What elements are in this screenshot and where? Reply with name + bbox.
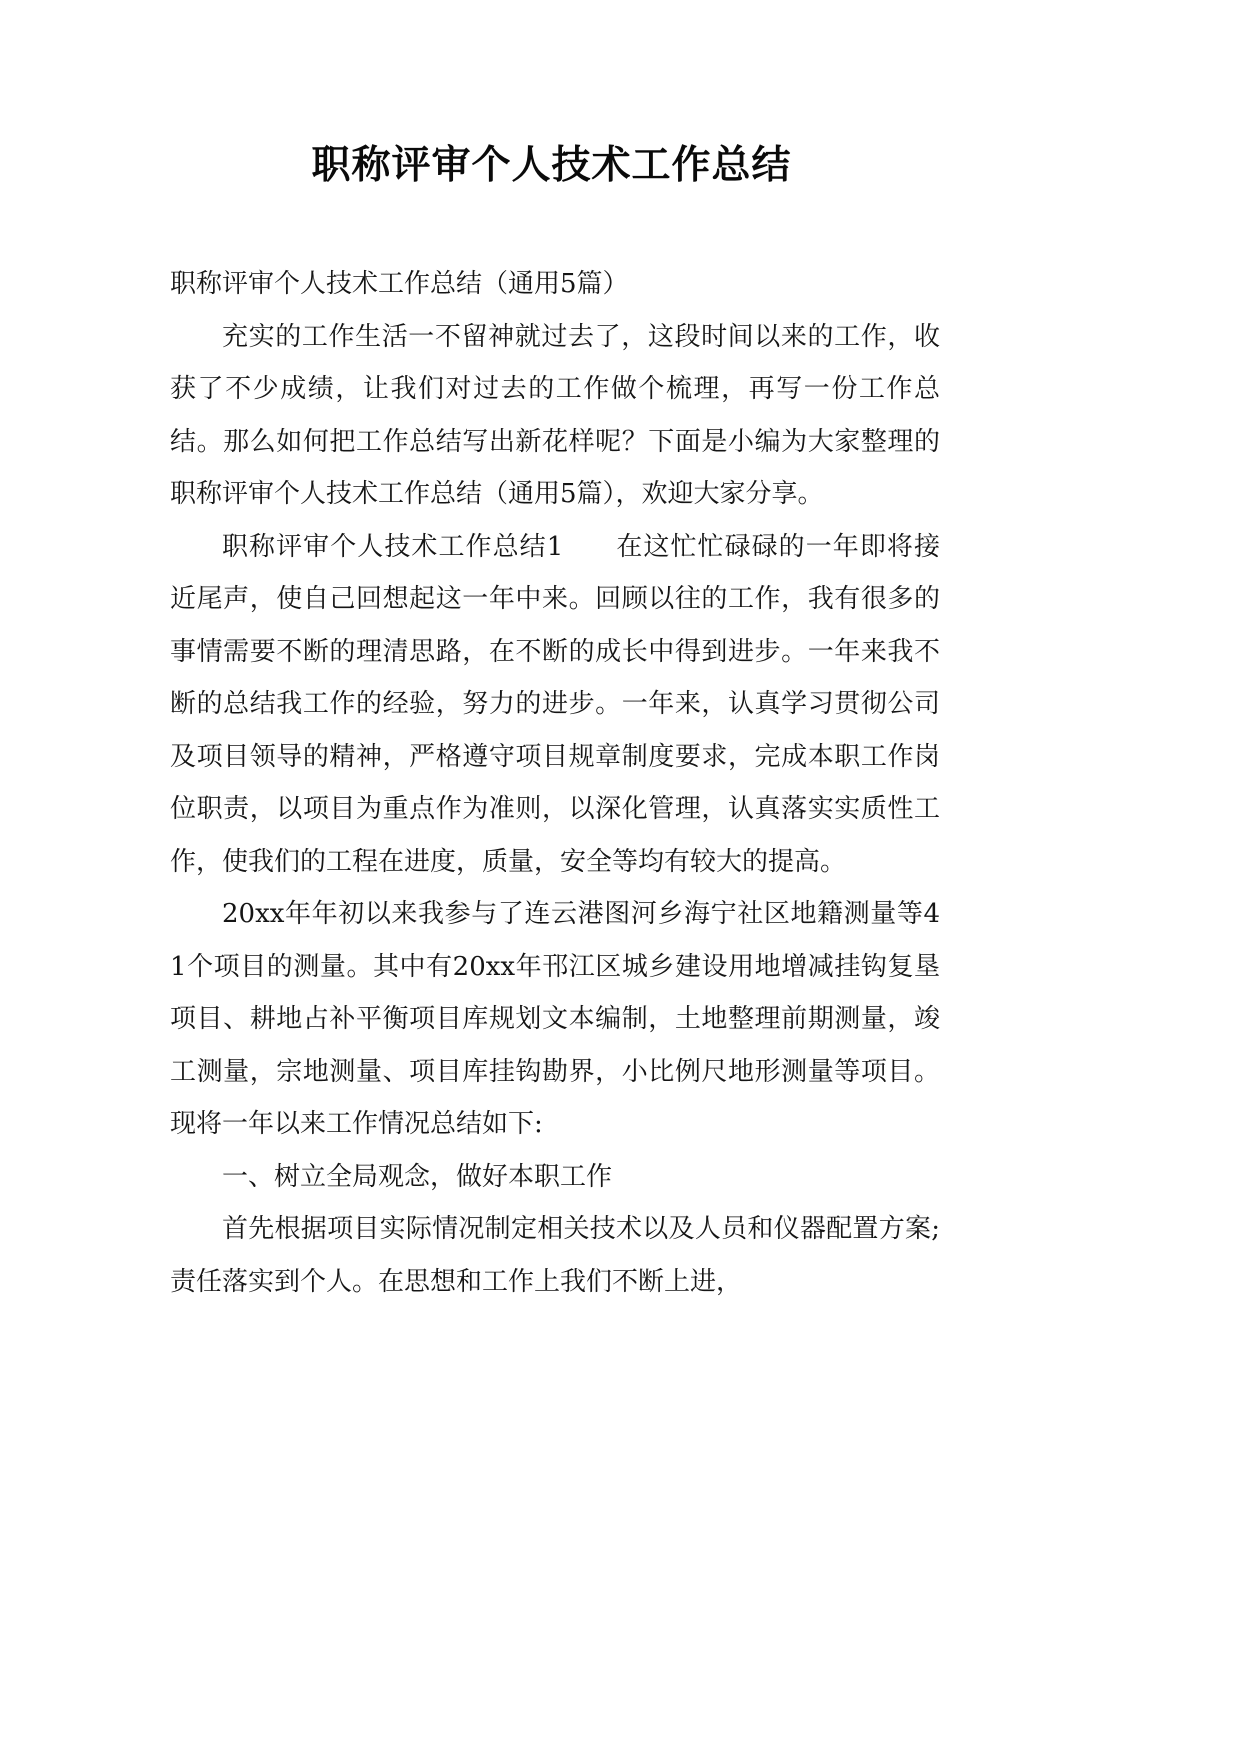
planning-paragraph: 首先根据项目实际情况制定相关技术以及人员和仪器配置方案;责任落实到个人。在思想和工作上我们不断上进， [170,1214,940,1297]
document-subtitle: 职称评审个人技术工作总结（通用5篇） [170,269,629,299]
section-1-paragraph [170,521,940,889]
document-body [170,258,940,1308]
intro-paragraph: 充实的工作生活一不留神就过去了，这段时间以来的工作，收获了不少成绩，让我们对过去的工作做个梳理，再写一份工作总结。那么如何把工作总结写出新花样呢？下面是小编为大家整理的职称评审个人技术工作总结（通用5篇），欢迎大家分享。 [170,321,940,509]
document-title: 职称评审个人技术工作总结 [311,142,792,188]
section-1-text: 在这忙忙碌碌的一年即将接近尾声，使自己回想起这一年中来。回顾以往的工作，我有很多的事情需要不断的理清思路，在不断的成长中得到进步。一年来我不断的总结我工作的经验，努力的进步。一年来，认真学习贯彻公司及项目领导的精神，严格遵守项目规章制度要求，完成本职工作岗位职责，以项目为重点作为准则，以深化管理，认真落实实质性工作，使我们的工程在进度，质量，安全等均有较大的提高。 [170,531,940,877]
section-1-heading: 职称评审个人技术工作总结1 [222,531,564,562]
projects-paragraph: 20xx年年初以来我参与了连云港图河乡海宁社区地籍测量等41个项目的测量。其中有20xx年邗江区城乡建设用地增减挂钩复垦项目、耕地占补平衡项目库规划文本编制，土地整理前期测量，竣工测量，宗地测量、项目库挂钩勘界，小比例尺地形测量等项目。现将一年以来工作情况总结如下: [170,899,940,1139]
subheading-overall-view: 一、树立全局观念，做好本职工作 [222,1161,613,1192]
